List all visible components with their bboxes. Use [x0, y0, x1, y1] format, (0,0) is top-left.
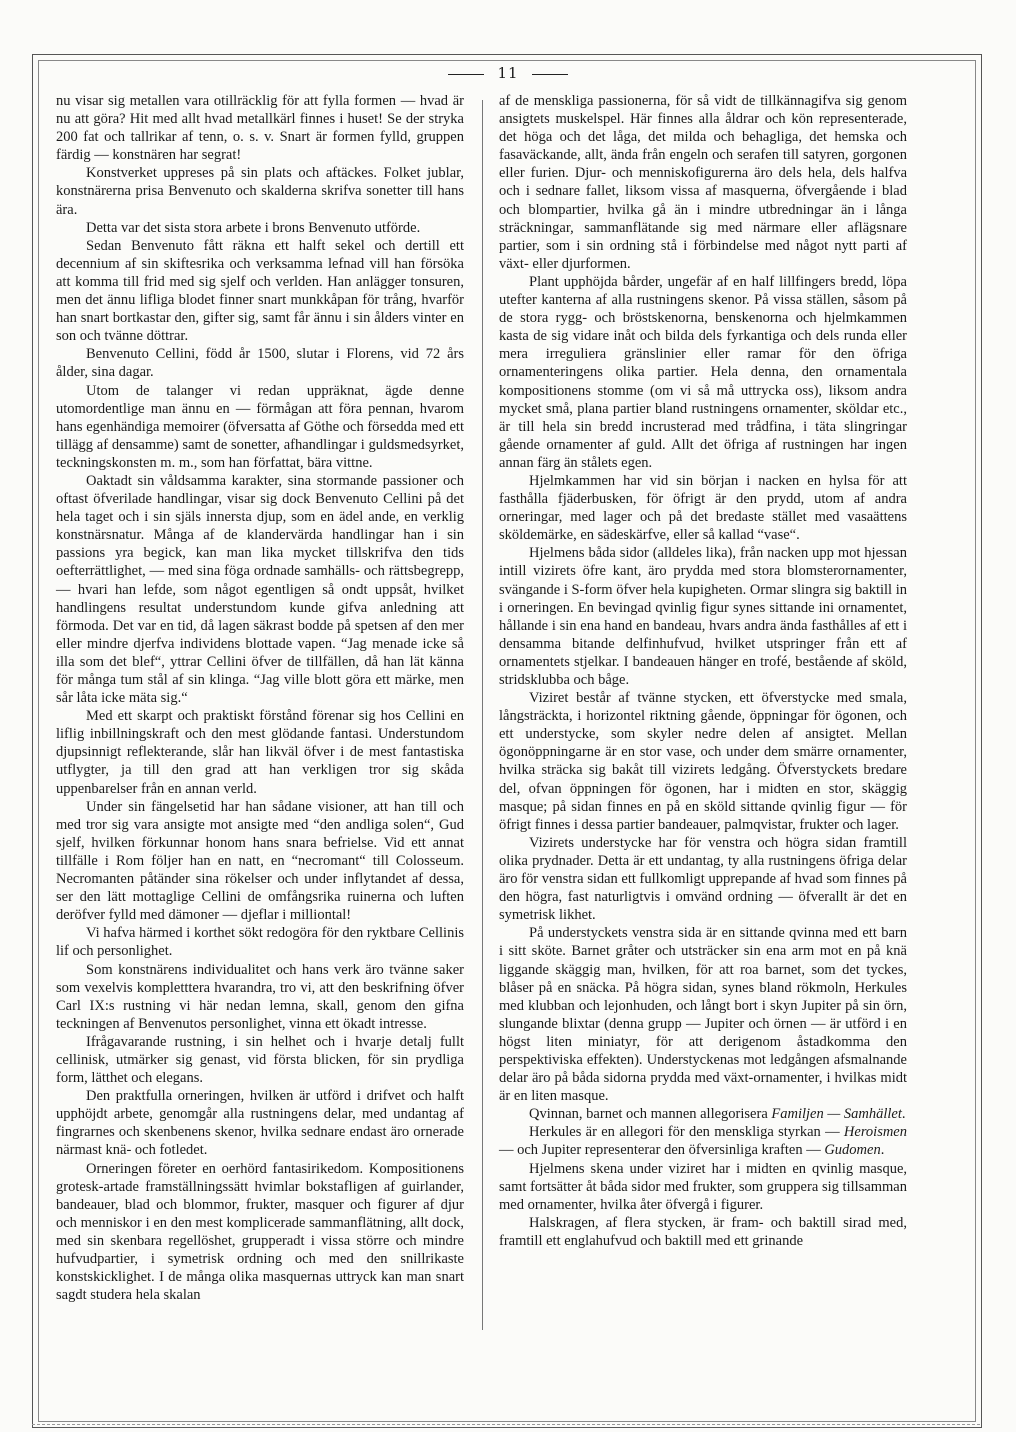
right-column: [499, 92, 907, 1250]
paragraph: Under sin fängelsetid har han sådane visioner, att han till och med tror sig vara ansigte mot ansigte med “den andliga solen“, Gud sjelf, hvilken förkunnar honom hans snara befrielse. Vid ett annat tillfälle i Rom följer han en natt, en “necromant“ till Colosseum. Necromanten påtänder sina rökelser och under inflytandet af dessa, ser den lätt mottaglige Cellini de omfångsrika ruinerna och luften deröfver fylld med dämoner — djeflar i milliontal!: [56, 798, 464, 924]
paragraph: Detta var det sista stora arbete i brons Benvenuto utförde.: [86, 219, 421, 236]
paragraph: Den praktfulla orneringen, hvilken är utförd i drifvet och halft upphöjdt arbete, genomgår alla rustningens delar, med undantag af fingrarnes och skenbenens skenor, hvilka sednare endast äro ornerade närmast knä- och fotledet.: [56, 1088, 464, 1159]
paragraph-continued: af de menskliga passionerna, för så vidt de tillkännagifva sig genom ansigtets muskelspel. Här finnes alla åldrar och kön representerade, det höga och det låga, det milda och behagliga, det hemska och fasaväckande, allt, ända från engeln och serafen till satyren, gorgonen eller furien. Djur- och menniskofigurerna äro dels hela, dels halfva och i sednare fallet, liksom vissa af masquerna, öfvergående i blad och blompartier, hvilka gå än i mindre utbredningar än i långa sträckningar, sammanflätande sig med närmare eller aflägsnare partier, som i sin ordning stå i förbindelse med något nytt parti af växt- eller djurformen.: [499, 93, 907, 272]
paragraph-continued: nu visar sig metallen vara otillräcklig för att fylla formen — hvad är nu att göra? Hit med allt hvad metallkärl finnes i huset! Se der stryka 200 fat och tallrikar af tenn, o. s. v. Snart är formen fylld, gruppen färdig — konstnären har segrat!: [56, 93, 464, 164]
paragraph: Sedan Benvenuto fått räkna ett halft sekel och dertill ett decennium af sin skiftesrika och verksamma lefnad vill han försöka att komma till frid med sig sjelf och verlden. Han anlägger tonsuren, men det ännu lifliga blodet finner snart munkkåpan för trång, hvarför han snart bortkastar den, gifter sig, samt får ännu i sin ålders vinter en son och tvänne döttrar.: [56, 237, 464, 345]
paragraph: Konstverket uppreses på sin plats och aftäckes. Folket jublar, konstnärerna prisa Benvenuto och skalderna skrifva sonetter till hans ära.: [56, 165, 464, 218]
paragraph: Benvenuto Cellini, född år 1500, slutar i Florens, vid 72 års ålder, sina dagar.: [56, 346, 464, 381]
paragraph: Hjelmens båda sidor (alldeles lika), från nacken upp mot hjessan intill vizirets öfre kant, äro prydda med stora blomsterornamenter, svängande i S-form öfver hela kupigheten. Ormar slingra sig baktill in i orneringen. En bevingad qvinlig figur synes sittande ini ornamentet, hållande i sin ena hand en bandeau, hvars andra ända fasthålles af ett i densamma bitande delfinhufvud, hvilket utspringer från ett af ornamentets stjelkar. I bandeauen hänger en trofé, bestående af sköld, stridsklubba och båge.: [499, 545, 907, 688]
paragraph: Halskragen, af flera stycken, är fram- och baktill sirad med, framtill ett englahufvud och baktill med ett grinande: [499, 1214, 907, 1249]
header-dash-right: [532, 74, 568, 75]
page-number: 11: [497, 64, 519, 82]
paragraph: Qvinnan, barnet och mannen allegorisera Familjen — Samhället.: [529, 1106, 906, 1123]
paragraph: Orneringen företer en oerhörd fantasirikedom. Kompositionens grotesk-artade framställningssätt hvimlar bokstafligen af guirlander, bandeauer, blad och blommor, frukter, masquer och figurer af djur och menniskor i en den mest komplicerade sammanflätning, allt dock, med sin skenbara regellöshet, grupperadt i vissa större och mindre hufvudpartier, i symetrisk ordning och med den snillrikaste konstskicklighet. I de många olika masquernas uttryck kan man snart sagdt studera hela skalan: [56, 1160, 464, 1304]
paragraph: Som konstnärens individualitet och hans verk äro tvänne saker som vexelvis kompletttera hvarandra, tro vi, att den beskrifning öfver Carl IX:s rustning vi här nedan lemna, skall, genom den gifna teckningen af Benvenutos personlighet, vinna ett ökadt intresse.: [56, 961, 464, 1032]
paragraph: Ifrågavarande rustning, i sin helhet och i hvarje detalj fullt cellinisk, utmärker sig genast, vid första blicken, för sin prydliga form, lätthet och elegans.: [56, 1033, 464, 1087]
paragraph: Herkules är en allegori för den menskliga styrkan — Heroismen — och Jupiter representerar den öfversinliga kraften — Gudomen.: [499, 1124, 907, 1159]
bottom-rule: [32, 1424, 980, 1425]
paragraph: Utom de talanger vi redan uppräknat, ägde denne utomordentlige man ännu en — förmågan att föra pennan, hvarom hans egenhändiga memoirer (öfversatta af Göthe och försedda med ett tillägg af densamme) samt de sonetter, afhandlingar i guldsmedsyrket, teckningskonsten m. m., som han författat, bära vittne.: [56, 382, 464, 471]
paragraph: Plant upphöjda bårder, ungefär af en half lillfingers bredd, löpa utefter kanterna af alla rustningens skenor. På vissa ställen, såsom på de stora rygg- och bröstskenorna, benskenorna och hjelmkammen kasta de sig vidare inåt och bilda dels fyrkantiga och dels runda eller mera irreguliera gränslinier eller ramar för den öfriga ornamenteringens olika partier. Hela denna, den ornamentala kompositionens stomme (om vi så må uttrycka oss), liksom andra mycket små, plana partier bland rustningens ornamenter, sköldar etc., är till hela sin bredd incrusterad med trådfina, i täta slingringar gående ornamenter af guld. Allt det öfriga af rustningen har ingen annan färg än stålets egen.: [499, 273, 907, 471]
paragraph: Viziret består af tvänne stycken, ett öfverstycke med smala, långsträckta, i horizontel riktning gående, öppningar för ögonen, och ett understycke, som skyler nedre delen af ansigtet. Mellan ögonöppningarne är en stor vase, och under dem smärre ornamenter, hvilka sträcka sig bakåt till vizirets ledgång. Öfverstyckets bredare del, ofvan öppningen för ögonen, har i midten en stor, skäggig masque; på sidan finnes en på en sköld sittande qvinlig figur — för öfrigt finnes i dessa partier bandeauer, palmqvistar, frukter och lager.: [499, 690, 907, 833]
page-header: [0, 64, 1016, 82]
header-dash-left: [448, 74, 484, 75]
paragraph: Hjelmens skena under viziret har i midten en qvinlig masque, samt fortsätter åt båda sidor med frukter, som gruppera sig tillsamman med ornamenter, hvilka åter öfvergå i figurer.: [499, 1160, 907, 1213]
paragraph: Vizirets understycke har för venstra och högra sidan framtill olika prydnader. Detta är ett undantag, ty alla rustningens öfriga delar äro för venstra sidan ett fullkomligt upprepande af hvad som finnes på den högra, fast naturligtvis i omvänd ordning — öfverallt är det en symetrisk likhet.: [499, 834, 907, 924]
paragraph: Oaktadt sin våldsamma karakter, sina stormande passioner och oftast öfverilade handlingar, visar sig dock Benvenuto Cellini på det hela taget och i sin själs innersta djup, som en ädel ande, en verklig konstnärsnatur. Många af de klandervärda handlingar han i sin passions yra begick, kan man lika mycket tillskrifva den tids oefterrättlighet, — med sina föga ordnade samhälls- och rättsbegrepp, — hvari han lefde, som något egentligen så ondt uppsåt, hvilket handlingens resultat understundom kunde gifva anledning att förmoda. Det var en tid, då lagen säkrast bodde på spetsen af den mer eller mindre djerfva individens blottade vapen. “Jag menade icke så illa som det blef“, yttrar Cellini öfver de tillfällen, då han lät känna för många tum stål af sin klinga. “Jag ville blott göra ett märke, men sår låta icke mäta sig.“: [56, 472, 464, 707]
paragraph: Med ett skarpt och praktiskt förstånd förenar sig hos Cellini en liflig inbillningskraft och den mest glödande fantasi. Understundom djupsinnigt reflekterande, slår han likväl öfver i de mest fantastiska utflygter, ja till den grad att han verkligen tror sig skåda uppenbarelser från en annan verld.: [56, 708, 464, 797]
column-divider: [482, 100, 483, 1330]
paragraph: På understyckets venstra sida är en sittande qvinna med ett barn i sitt sköte. Barnet gråter och utsträcker sin ena arm mot en på knä liggande skäggig man, hvilken, för att roa barnet, som det tyckes, blåser på en snäcka. På högra sidan, synes bland rökmoln, Herkules med klubban och lejonhuden, och långt bort i skyn Jupiter på sin örn, slungande blixtar (denna grupp — Jupiter och örnen — är utförd i en högst liten miniatyr, för att derigenom åstadkomma den perspektiviska effekten). Understyckenas mot ledgången afsmalnande delar äro på båda sidorna prydda med växt-ornamenter, i hvilkas midt är en liten masque.: [499, 925, 907, 1105]
paragraph: Hjelmkammen har vid sin början i nacken en hylsa för att fasthålla fjäderbusken, för öfrigt är den prydd, utom af andra orneringar, med lager och på det bredaste stället med vasaättens sköldemärke, en sädeskärfve, eller så kallad “vase“.: [499, 472, 907, 544]
paragraph: Vi hafva härmed i korthet sökt redogöra för den ryktbare Cellinis lif och personlighet.: [56, 925, 464, 960]
left-column: [56, 92, 464, 1304]
